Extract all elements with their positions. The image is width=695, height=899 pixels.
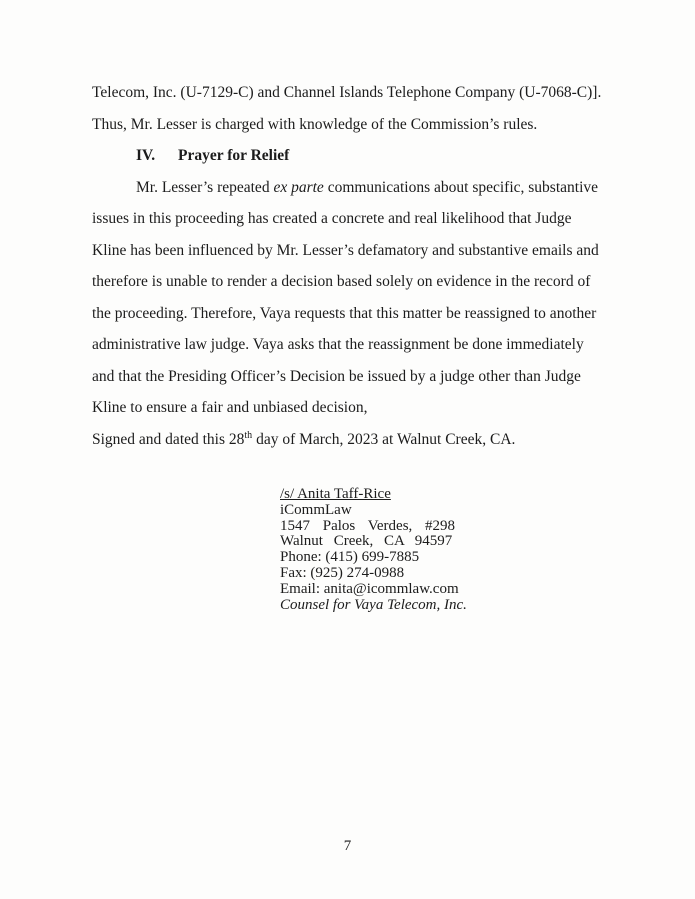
address-line-2: Walnut Creek, CA 94597 — [280, 533, 453, 550]
firm-name: iCommLaw — [280, 501, 352, 518]
phone-line: Phone: (415) 699-7885 — [280, 549, 420, 566]
signature-block — [280, 487, 607, 613]
ordinal-superscript: th — [244, 429, 253, 441]
fax-line: Fax: (925) 274-0988 — [280, 564, 405, 581]
main-paragraph — [92, 172, 607, 424]
main-paragraph-text-start: Mr. Lesser’s repeated — [136, 178, 274, 196]
signature-date-suffix: day of March, 2023 at Walnut Creek, CA. — [252, 430, 516, 448]
signature-date-prefix: Signed and dated this 28 — [92, 430, 245, 448]
address-line-1: 1547 Palos Verdes, #298 — [280, 517, 456, 534]
page-number: 7 — [343, 838, 352, 854]
section-heading-title: Prayer for Relief — [178, 147, 290, 164]
email-line: Email: anita@icommlaw.com — [280, 580, 459, 597]
main-paragraph-italic-phrase: ex parte — [273, 178, 324, 196]
main-paragraph-text-end: communications about specific, substantive issues in this proceeding has created a concrete and real likelihood that Judge Kline has been influenced by Mr. Lesser’s defamatory and substantive emails and therefore is unable to render a decision based solely on evidence in the record of the proceeding. Therefore, Vaya requests that this matter be reassigned to another administrative law judge. Vaya asks that the reassignment be done immediately and that the Presiding Officer’s Decision be issued by a judge other than Judge Kline to ensure a fair and unbiased decision, — [92, 178, 599, 416]
section-heading-number: IV. — [136, 147, 156, 164]
counsel-line: Counsel for Vaya Telecom, Inc. — [280, 596, 467, 613]
signature-date-line — [92, 424, 607, 456]
continuation-paragraph: Telecom, Inc. (U-7129-C) and Channel Islands Telephone Company (U-7068-C)]. Thus, Mr. Lesser is charged with knowledge of the Commission’s rules. — [92, 84, 602, 133]
section-heading — [92, 140, 607, 172]
document-body — [92, 77, 607, 455]
signature-line: /s/ Anita Taff-Rice — [280, 486, 391, 502]
